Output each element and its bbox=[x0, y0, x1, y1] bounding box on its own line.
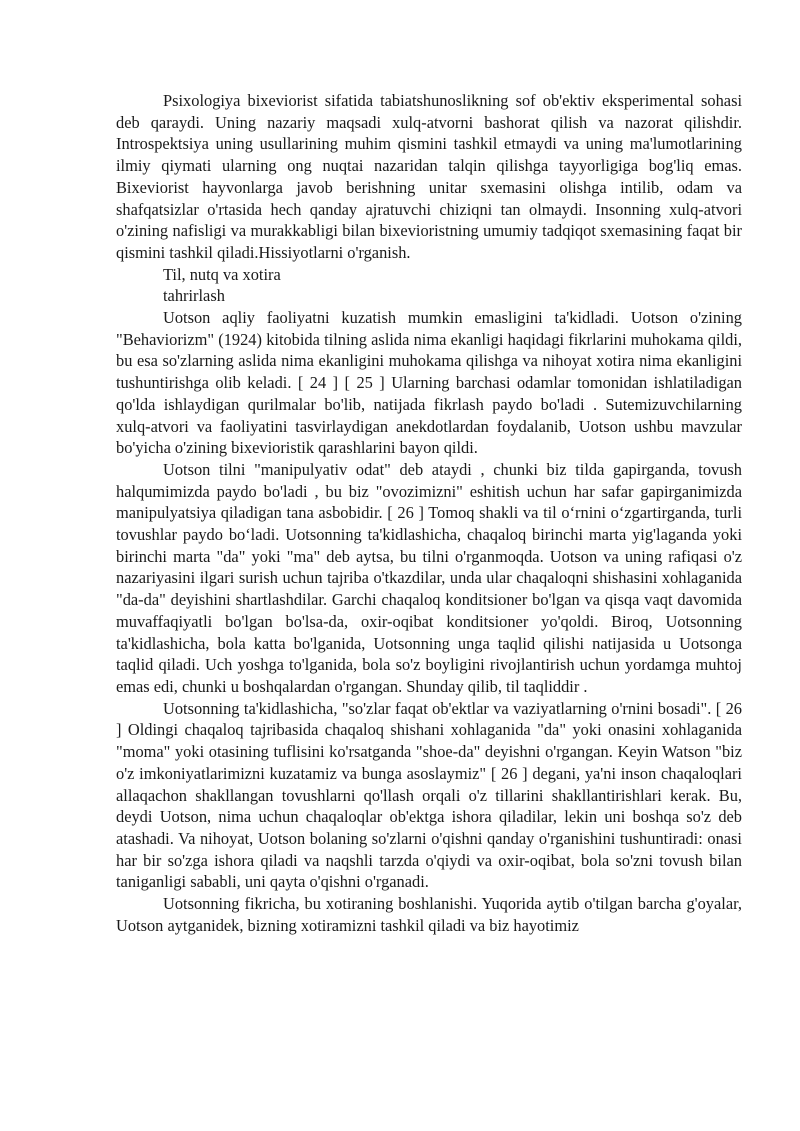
paragraph-memory-beginning: Uotsonning fikricha, bu xotiraning boshlanishi. Yuqorida aytib o'tilgan barcha g'oyalar, Uotson aytganidek, bizning xotiramizni tashkil qiladi va biz hayotimiz bbox=[116, 894, 742, 935]
paragraph-words-substitute: Uotsonning ta'kidlashicha, "so'zlar faqat ob'ektlar va vaziyatlarning o'rnini bosadi". [ 26 ] Oldingi chaqaloq tajribasida chaqaloq shishani xohlaganida "da" yoki onasini xohlaganida "moma" yoki otasining tuflisini ko'rsatganda "shoe-da" deyishni o'rgangan. Keyin Watson "biz o'z imkoniyatlarimizni kuzatamiz va bunga asoslaymiz" [ 26 ] degani, ya'ni inson chaqaloqlari allaqachon shakllangan tovushlarni qo'llash orqali o'z tillarini shakllantirishlari kerak. Bu, deydi Uotson, nima uchun chaqaloqlar ob'ektga ishora qiladilar, lekin uni boshqa so'z deb atashadi. Va nihoyat, Uotson bolaning so'zlarni o'qishni qanday o'rganishini tushuntiradi: onasi har bir so'zga ishora qiladi va naqshli tarzda o'qiydi va oxir-oqibat, bola so'zni tovush bilan taniganligi sababli, uni qayta o'qishni o'rganadi. bbox=[116, 698, 742, 892]
paragraph-language-habit: Uotson tilni "manipulyativ odat" deb ataydi , chunki biz tilda gapirganda, tovush halqumimizda paydo bo'ladi , bu biz "ovozimizni" eshitish uchun har safar gapirganimizda manipulyatsiya qiladigan tana asbobidir. [ 26 ] Tomoq shakli va til o‘rnini o‘zgartirganda, turli tovushlar paydo bo‘ladi. Uotsonning ta'kidlashicha, chaqaloq birinchi marta yig'laganda yoki birinchi marta "da" yoki "ma" deb aytsa, bu tilni o'rganmoqda. Uotson va uning rafiqasi o'z nazariyasini ilgari surish uchun tajriba o'tkazdilar, unda ular chaqaloqni shishasini xohlaganida "da-da" deyishini shartlashdilar. Garchi chaqaloq konditsioner bo'lgan va qisqa vaqt davomida muvaffaqiyatli bo'lgan bo'lsa-da, oxir-oqibat konditsioner yo'qoldi. Biroq, Uotsonning ta'kidlashicha, bola katta bo'lganida, Uotsonning unga taqlid qilishi natijasida u Uotsonga taqlid qiladi. Uch yoshga to'lganida, bola so'z boyligini rivojlantirish uchun yordamga muhtoj emas edi, chunki u boshqalardan o'rgangan. Shunday qilib, til taqliddir . bbox=[116, 459, 742, 696]
paragraph-psychology-behaviorism: Psixologiya bixeviorist sifatida tabiatshunoslikning sof ob'ektiv eksperimental sohasi deb qaraydi. Uning nazariy maqsadi xulq-atvorni bashorat qilish va nazorat qilishdir. Introspektsiya uning usullarining muhim qismini tashkil etmaydi va uning ma'lumotlarining ilmiy qiymati ularning ong nuqtai nazaridan talqin qilishga tayyorligiga bog'liq emas. Bixeviorist hayvonlarga javob berishning unitar sxemasini olishga intilib, odam va shafqatsizlar o'rtasida hech qanday ajratuvchi chiziqni tan olmaydi. Insonning xulq-atvori o'zining nafisligi va murakkabligi bilan bixevioristning umumiy tadqiqot sxemasining faqat bir qismini tashkil qiladi.Hissiyotlarni o'rganish. bbox=[116, 91, 742, 262]
document-page bbox=[116, 90, 742, 936]
edit-label: tahrirlash bbox=[163, 286, 225, 306]
paragraph-mental-activity: Uotson aqliy faoliyatni kuzatish mumkin emasligini ta'kidladi. Uotson o'zining "Behaviorizm" (1924) kitobida tilning aslida nima ekanligi haqidagi fikrlarini muhokama qildi, bu esa so'zlarning aslida nima ekanligini muhokama qilishga va nihoyat xotira nima ekanligini tushuntirishga olib keladi. [ 24 ] [ 25 ] Ularning barchasi odamlar tomonidan ishlatiladigan qo'lda ishlaydigan qurilmalar bo'lib, natijada fikrlash paydo bo'ladi . Sutemizuvchilarning xulq-atvori va faoliyatini tasvirlaydigan anekdotlardan foydalanib, Uotson ushbu mavzular bo'yicha o'zining bixevioristik qarashlarini bayon qildi. bbox=[116, 308, 742, 458]
section-heading-language: Til, nutq va xotira bbox=[163, 264, 281, 284]
